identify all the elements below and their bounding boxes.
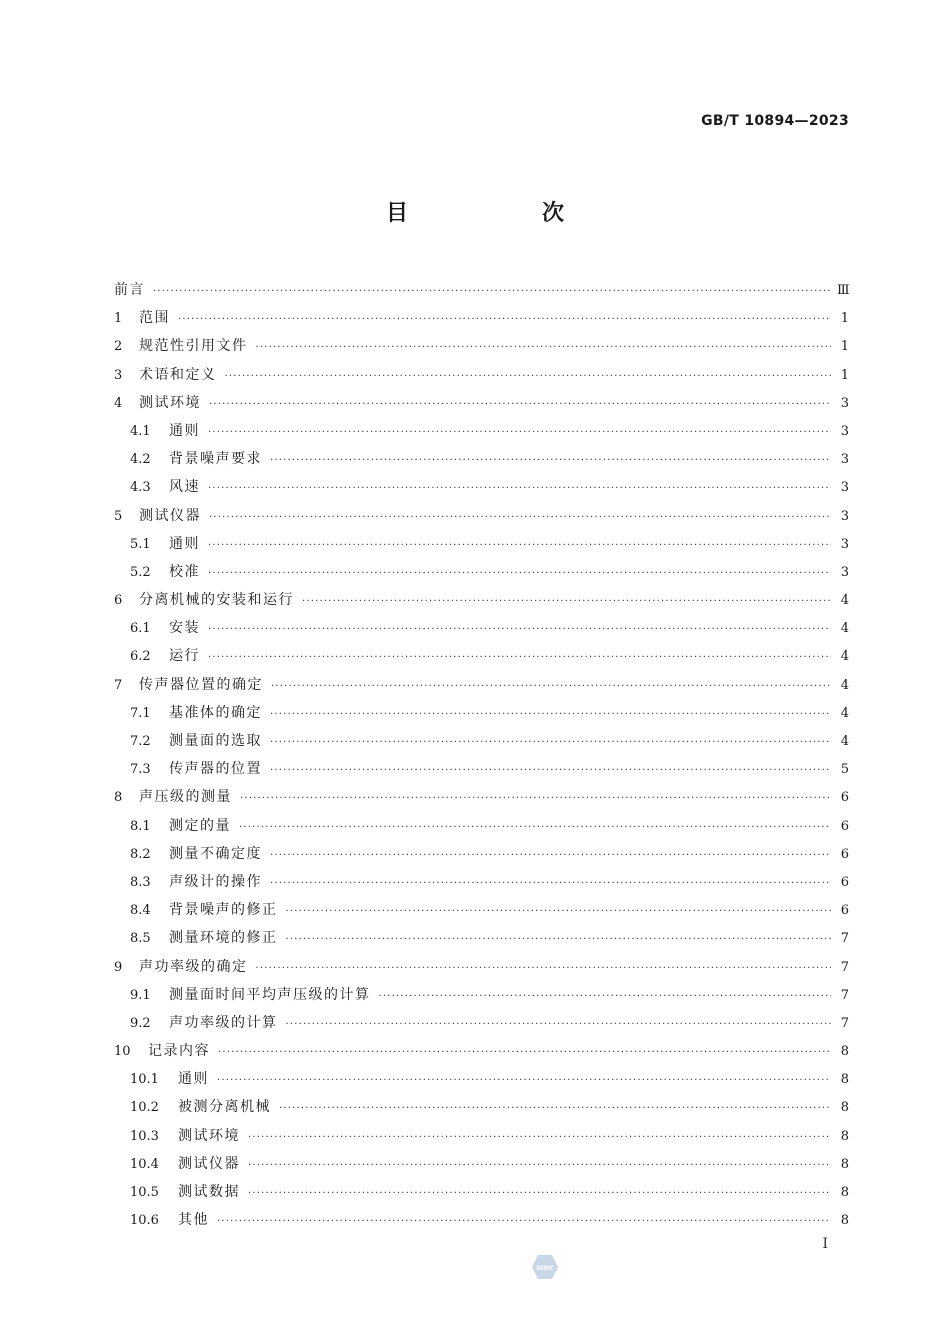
toc-entry-page: 6 — [840, 818, 849, 834]
toc-entry-page: 8 — [840, 1128, 849, 1144]
toc-entry[interactable] — [114, 924, 849, 952]
toc-entry-label: 测试仪器 — [139, 507, 201, 524]
toc-leader-dots — [270, 757, 831, 785]
toc-entry[interactable] — [114, 981, 849, 1009]
toc-leader-dots — [302, 588, 831, 616]
toc-leader-dots — [208, 532, 831, 560]
toc-entry-number: 8.5 — [130, 931, 151, 947]
toc-entry-number: 8.1 — [130, 818, 151, 834]
toc-leader-dots — [208, 419, 831, 447]
toc-leader-dots — [271, 673, 831, 701]
table-of-contents — [114, 276, 849, 1234]
toc-entry-label: 前言 — [114, 282, 145, 298]
toc-entry-label: 测定的量 — [169, 817, 231, 834]
toc-leader-dots — [208, 475, 831, 503]
toc-entry-number: 5.1 — [130, 536, 151, 552]
toc-leader-dots — [270, 701, 831, 729]
toc-entry-page: 6 — [840, 846, 849, 862]
toc-entry-number: 5.2 — [130, 564, 151, 580]
toc-entry-page: 6 — [840, 874, 849, 890]
toc-entry-number: 5 — [114, 508, 123, 524]
toc-entry-number: 6 — [114, 593, 123, 609]
toc-entry[interactable] — [114, 671, 849, 699]
toc-entry-page: 4 — [840, 734, 849, 749]
toc-entry[interactable] — [114, 953, 849, 981]
toc-entry-number: 4.2 — [130, 452, 151, 468]
toc-entry-number: 4.1 — [130, 423, 151, 439]
toc-entry-label: 范围 — [139, 310, 170, 327]
toc-entry-number: 10.2 — [130, 1100, 159, 1116]
toc-entry[interactable] — [114, 868, 849, 896]
toc-entry-page: 5 — [840, 762, 849, 778]
toc-entry-label: 校准 — [169, 563, 200, 580]
toc-entry-label: 测量环境的修正 — [169, 930, 278, 947]
page-number: I — [822, 1236, 828, 1252]
toc-entry[interactable] — [114, 586, 849, 614]
toc-entry-page: 3 — [840, 480, 849, 496]
toc-entry-label: 声功率级的确定 — [139, 958, 248, 975]
toc-entry[interactable] — [114, 276, 849, 304]
toc-entry[interactable] — [114, 304, 849, 332]
toc-entry-label: 其他 — [178, 1212, 209, 1229]
toc-leader-dots — [286, 898, 832, 926]
toc-entry-number: 9.2 — [130, 1015, 151, 1031]
toc-entry-number: 10.1 — [130, 1072, 159, 1088]
toc-entry-page: 3 — [840, 508, 849, 524]
toc-entry[interactable] — [114, 389, 849, 417]
toc-entry-page: 8 — [840, 1185, 849, 1200]
toc-entry[interactable] — [114, 699, 849, 727]
toc-entry-number: 8.4 — [130, 903, 151, 919]
toc-entry-label: 规范性引用文件 — [139, 338, 248, 355]
toc-entry-page: 8 — [840, 1044, 849, 1060]
standard-number: GB/T 10894—2023 — [701, 113, 849, 129]
toc-entry-page: 1 — [840, 367, 849, 383]
toc-entry-page: 3 — [840, 564, 849, 580]
toc-entry[interactable] — [114, 614, 849, 642]
toc-leader-dots — [279, 1095, 831, 1123]
toc-leader-dots — [153, 278, 831, 306]
toc-entry[interactable] — [114, 558, 849, 586]
toc-leader-dots — [286, 926, 832, 954]
toc-entry-label: 安装 — [169, 620, 200, 637]
toc-entry-label: 分离机械的安装和运行 — [139, 592, 294, 609]
toc-leader-dots — [256, 955, 832, 983]
toc-leader-dots — [239, 814, 831, 842]
toc-leader-dots — [217, 1067, 831, 1095]
toc-entry[interactable] — [114, 812, 849, 840]
toc-entry[interactable] — [114, 1037, 849, 1065]
toc-entry-number: 4 — [114, 395, 123, 411]
toc-entry[interactable] — [114, 332, 849, 360]
toc-entry[interactable] — [114, 1178, 849, 1206]
toc-leader-dots — [209, 504, 831, 532]
toc-entry-page: 3 — [840, 423, 849, 439]
toc-leader-dots — [209, 391, 831, 419]
toc-entry-number: 6.1 — [130, 621, 151, 637]
toc-entry-label: 传声器的位置 — [169, 761, 262, 778]
toc-entry-page: 7 — [840, 931, 849, 947]
toc-entry-label: 声功率级的计算 — [169, 1014, 278, 1031]
toc-leader-dots — [225, 363, 832, 391]
toc-entry[interactable] — [114, 1206, 849, 1234]
toc-leader-dots — [217, 1208, 831, 1236]
toc-entry-label: 传声器位置的确定 — [139, 676, 263, 693]
toc-entry-number: 7 — [114, 677, 123, 693]
toc-entry-number: 10.6 — [130, 1213, 159, 1229]
toc-entry-page: 8 — [840, 1213, 849, 1229]
toc-entry-label: 声压级的测量 — [139, 789, 232, 806]
toc-entry-number: 9 — [114, 959, 123, 975]
toc-entry-page: 6 — [840, 903, 849, 919]
toc-entry-number: 2 — [114, 339, 123, 355]
toc-entry-label: 测量不确定度 — [169, 845, 262, 862]
toc-entry-page: 4 — [840, 593, 849, 609]
toc-entry-page: 8 — [840, 1072, 849, 1088]
toc-entry[interactable] — [114, 896, 849, 924]
toc-entry-number: 4.3 — [130, 480, 151, 496]
toc-entry-page: 6 — [840, 790, 849, 806]
toc-entry-label: 测试环境 — [178, 1127, 240, 1144]
toc-entry[interactable] — [114, 1122, 849, 1150]
toc-entry[interactable] — [114, 840, 849, 868]
toc-entry[interactable] — [114, 755, 849, 783]
toc-entry-page: 8 — [840, 1100, 849, 1116]
toc-entry-label: 通则 — [169, 535, 200, 552]
toc-leader-dots — [218, 1039, 831, 1067]
toc-leader-dots — [286, 1011, 832, 1039]
toc-entry-label: 测试数据 — [178, 1184, 240, 1200]
toc-entry-label: 测试仪器 — [178, 1155, 240, 1172]
toc-leader-dots — [379, 983, 832, 1011]
toc-entry-page: 4 — [840, 677, 849, 693]
toc-entry-number: 8.3 — [130, 874, 151, 890]
toc-entry[interactable] — [114, 417, 849, 445]
toc-entry-number: 10 — [114, 1044, 131, 1060]
toc-entry-number: 10.5 — [130, 1185, 159, 1200]
toc-entry-label: 通则 — [169, 422, 200, 439]
toc-entry-page: 7 — [840, 1015, 849, 1031]
toc-entry-number: 1 — [114, 311, 123, 327]
toc-entry-label: 基准体的确定 — [169, 704, 262, 721]
toc-entry[interactable] — [114, 1093, 849, 1121]
toc-entry[interactable] — [114, 445, 849, 473]
toc-entry-number: 6.2 — [130, 649, 151, 665]
toc-entry[interactable] — [114, 361, 849, 389]
toc-entry-number: 7.1 — [130, 705, 151, 721]
toc-leader-dots — [270, 870, 831, 898]
toc-entry-page: Ⅲ — [837, 283, 850, 298]
toc-entry-label: 声级计的操作 — [169, 873, 262, 890]
toc-entry[interactable] — [114, 502, 849, 530]
toc-entry-label: 运行 — [169, 648, 200, 665]
toc-entry-label: 背景噪声的修正 — [169, 902, 278, 919]
toc-entry-label: 术语和定义 — [139, 366, 217, 383]
toc-leader-dots — [208, 560, 831, 588]
toc-entry-label: 风速 — [169, 479, 200, 496]
toc-entry-page: 8 — [840, 1156, 849, 1172]
toc-entry-page: 3 — [840, 536, 849, 552]
toc-entry-page: 1 — [840, 339, 849, 355]
toc-entry-label: 测量面时间平均声压级的计算 — [169, 986, 371, 1003]
toc-entry-page: 7 — [840, 959, 849, 975]
toc-leader-dots — [270, 729, 831, 757]
toc-entry-page: 7 — [840, 987, 849, 1003]
toc-entry-page: 3 — [840, 452, 849, 468]
toc-entry[interactable] — [114, 1150, 849, 1178]
toc-entry-number: 7.2 — [130, 734, 151, 749]
toc-leader-dots — [256, 334, 832, 362]
toc-entry-page: 3 — [840, 395, 849, 411]
toc-entry-number: 8 — [114, 790, 123, 806]
smc-logo-icon — [531, 1254, 559, 1280]
page-title: 目 次 — [385, 201, 620, 226]
svg-text:smc: smc — [536, 1263, 554, 1272]
toc-leader-dots — [270, 447, 831, 475]
toc-entry[interactable] — [114, 727, 849, 755]
toc-entry-label: 背景噪声要求 — [169, 451, 262, 468]
toc-entry-number: 8.2 — [130, 846, 151, 862]
toc-entry-page: 4 — [840, 621, 849, 637]
toc-leader-dots — [248, 1152, 831, 1180]
toc-leader-dots — [248, 1124, 831, 1152]
toc-leader-dots — [208, 616, 831, 644]
toc-entry-label: 测量面的选取 — [169, 733, 262, 749]
toc-entry-page: 4 — [840, 705, 849, 721]
toc-leader-dots — [208, 644, 831, 672]
toc-entry-label: 被测分离机械 — [178, 1099, 271, 1116]
toc-entry-label: 记录内容 — [148, 1043, 210, 1060]
toc-entry-page: 4 — [840, 649, 849, 665]
toc-entry-label: 通则 — [178, 1071, 209, 1088]
toc-entry[interactable] — [114, 642, 849, 670]
toc-entry-page: 1 — [840, 311, 849, 327]
toc-entry-number: 10.3 — [130, 1128, 159, 1144]
toc-leader-dots — [270, 842, 831, 870]
toc-entry[interactable] — [114, 530, 849, 558]
toc-entry-number: 9.1 — [130, 987, 151, 1003]
toc-entry[interactable] — [114, 783, 849, 811]
toc-entry-number: 10.4 — [130, 1156, 159, 1172]
toc-entry[interactable] — [114, 1009, 849, 1037]
toc-entry[interactable] — [114, 1065, 849, 1093]
toc-entry-number: 3 — [114, 367, 123, 383]
toc-entry-number: 7.3 — [130, 762, 151, 778]
toc-leader-dots — [178, 306, 831, 334]
toc-leader-dots — [248, 1180, 831, 1208]
toc-entry[interactable] — [114, 473, 849, 501]
toc-leader-dots — [240, 785, 831, 813]
toc-entry-label: 测试环境 — [139, 394, 201, 411]
